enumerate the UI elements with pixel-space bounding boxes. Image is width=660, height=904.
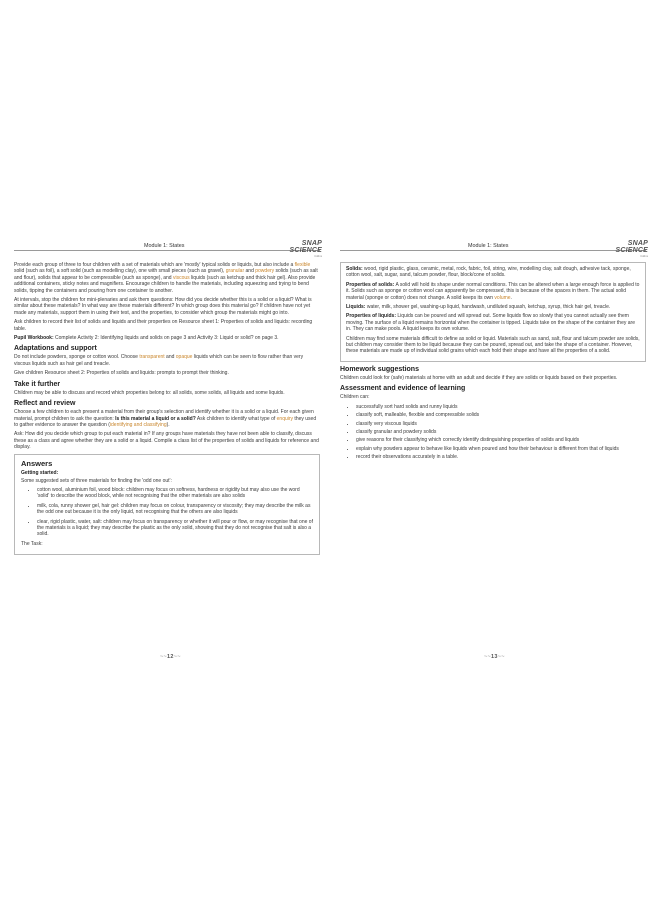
- snap-science-logo: SNAP SCIENCE Collins: [289, 240, 322, 258]
- left-header: [14, 240, 320, 256]
- list-item: • explain why powders appear to behave like liquids when poured and how their behaviour is different from that of liquids: [356, 446, 646, 452]
- answers-list: [21, 487, 313, 538]
- further-paragraph: Children may be able to discuss and record which properties belong to: all solids, some solids, all liquids and some liquids.: [14, 389, 285, 396]
- adaptations-heading: Adaptations and support: [14, 345, 97, 353]
- answers-subtitle: Getting started:: [21, 469, 59, 476]
- homework-heading: Homework suggestions: [340, 365, 419, 373]
- right-header: [340, 240, 646, 256]
- assessment-heading: Assessment and evidence of learning: [340, 385, 466, 393]
- further-heading: Take it further: [14, 380, 61, 388]
- list-item: • clear, rigid plastic, water, salt: children may focus on transparency or whether it will pour or flow, or may recognise that one of the materials is a liquid; they may describe the plastic as the only solid, showing that they do not recognise that salt is also a solid.: [37, 519, 313, 538]
- list-item: • classify very viscous liquids: [356, 421, 646, 427]
- right-page-number: ~~13~~: [484, 654, 505, 660]
- answers-heading: Answers: [21, 458, 53, 468]
- reflect-paragraph-2: Ask: How did you decide which group to put each material in? If any groups have materials they have not been able to classify, discuss these as a class and agree whether they are a solid or a liquid. Compile a class list of the properties of solids and liquids for reference and display.: [14, 431, 319, 451]
- list-item: • cotton wool, aluminium foil, wood block: children may focus on softness, hardness or rigidity but may also use the word 'solid' to describe the wood block, while not recognising that the other materials are also solids: [37, 487, 313, 500]
- reflect-heading: Reflect and review: [14, 400, 76, 408]
- assessment-list: [340, 404, 646, 461]
- answers-footer: The Task:: [21, 540, 43, 547]
- right-page: [340, 240, 646, 640]
- adaptations-paragraph-2: Give children Resource sheet 2: Properties of solids and liquids: prompts to prompt their thinking.: [14, 370, 229, 377]
- header-rule: [14, 250, 320, 251]
- intro-paragraph-3: Ask children to record their list of solids and liquids and their properties on Resource sheet 1: Properties of solids and liquids: recording table.: [14, 319, 313, 332]
- liquids-paragraph: Liquids: water, milk, shower gel, washing-up liquid, handwash, undiluted squash, ketchup, syrup, thick hair gel, treacle.: [346, 304, 611, 311]
- answers-intro: Some suggested sets of three materials for finding the 'odd one out':: [21, 477, 172, 484]
- list-item: • record their observations accurately in a table.: [356, 454, 646, 460]
- intro-paragraph-2: At intervals, stop the children for mini-plenaries and ask them questions: How did you decide whether this is a solid or a liquid? What is similar about these materials? In what way are these materials different? In which group does this material go? If children have not yet made any materials, support them in using their test, and the properties, to consider which group the materials might go into.: [14, 297, 312, 316]
- left-page-number: ~~12~~: [160, 654, 181, 660]
- materials-box: [340, 262, 646, 362]
- list-item: • milk, cola, runny shower gel, hair gel: children may focus on colour, transparency or viscosity; they may describe the milk as the odd one out because it is the only liquid, not recognising that the others are also liquids: [37, 503, 313, 516]
- difficult-materials-paragraph: Children may find some materials difficult to define as solid or liquid. Materials such as sand, salt, flour and talcum powder are solids, but children may consider them to be liquid because they can be poured, spread out, and take the shape of a container. However, these materials are made up of individual solid grains which each hold their shape and have all the properties of a solid.: [346, 335, 640, 355]
- list-item: • successfully sort hard solids and runny liquids: [356, 404, 646, 410]
- list-item: • classify soft, malleable, flexible and compressible solids: [356, 412, 646, 418]
- module-title: Module 1: States: [144, 243, 185, 249]
- header-rule: [340, 250, 646, 251]
- module-title: Module 1: States: [468, 243, 509, 249]
- snap-science-logo: SNAP SCIENCE Collins: [615, 240, 648, 258]
- reflect-paragraph: Choose a few children to each present a material from their group's selection and identify whether it is a solid or a liquid. For each given material, prompt children to ask the question: Is this material a liquid or a solid? Ask children to identify what type of enquiry they used to gather evidence to answer the question (identifying and classifying).: [14, 409, 317, 428]
- list-item: • classify granular and powdery solids: [356, 429, 646, 435]
- adaptations-paragraph: Do not include powders, sponge or cotton wool. Choose transparent and opaque liquids which can be seen to flow rather than very viscous liquids such as hair gel and treacle.: [14, 354, 304, 367]
- answers-box: [14, 454, 320, 556]
- homework-paragraph: Children could look for (safe) materials at home with an adult and decide if they are solids or liquids based on their properties.: [340, 374, 618, 381]
- assessment-intro: Children can:: [340, 394, 370, 401]
- list-item: • give reasons for their classifying which correctly identify distinguishing properties of solids and liquids: [356, 437, 646, 443]
- solids-paragraph: Solids: wood, rigid plastic, glass, ceramic, metal, rock, fabric, foil, string, wire, modelling clay, salt dough, adhesive tack, sponge, cotton wool, salt, sugar, sand, talcum powder, flour, block/cone of solids.: [346, 266, 631, 279]
- intro-paragraph: Provide each group of three to four children with a set of materials which are 'mostly' typical solids or liquids, but also include a flexible solid (such as foil), a soft solid (such as modelling clay), one with small pieces (such as gravel), granular and powdery solids (such as salt and flour), solids that appear to be compressible (such as sponge), and viscous liquids (such as ketchup and thick hair gel). Also provide additional containers, sticky notes and magnifiers. Encourage children to handle the materials, including squeezing and trying to bend solids, tipping the containers and pouring from one container to another.: [14, 262, 318, 294]
- solid-properties-paragraph: Properties of solids: A solid will hold its shape under normal conditions. This can be altered when a large enough force is applied to it. Solids such as sponge or cotton wool can apparently be compressed, this is because of the spaces in them. The actual solid material (sponge or cotton) does not change. A solid keeps its own volume.: [346, 281, 640, 301]
- left-page: [14, 240, 320, 640]
- workbook-paragraph: Pupil Workbook: Complete Activity 2: Identifying liquids and solids on page 3 and Activity 3: Liquid or solid? on page 3.: [14, 335, 279, 342]
- liquid-properties-paragraph: Properties of liquids: Liquids can be poured and will spread out. Some liquids flow so slowly that you cannot actually see them moving. The surface of a liquid remains horizontal when the container is tipped. Liquids take on the shape of the container they are in. They can make pools. A liquid keeps its own volume.: [346, 313, 635, 333]
